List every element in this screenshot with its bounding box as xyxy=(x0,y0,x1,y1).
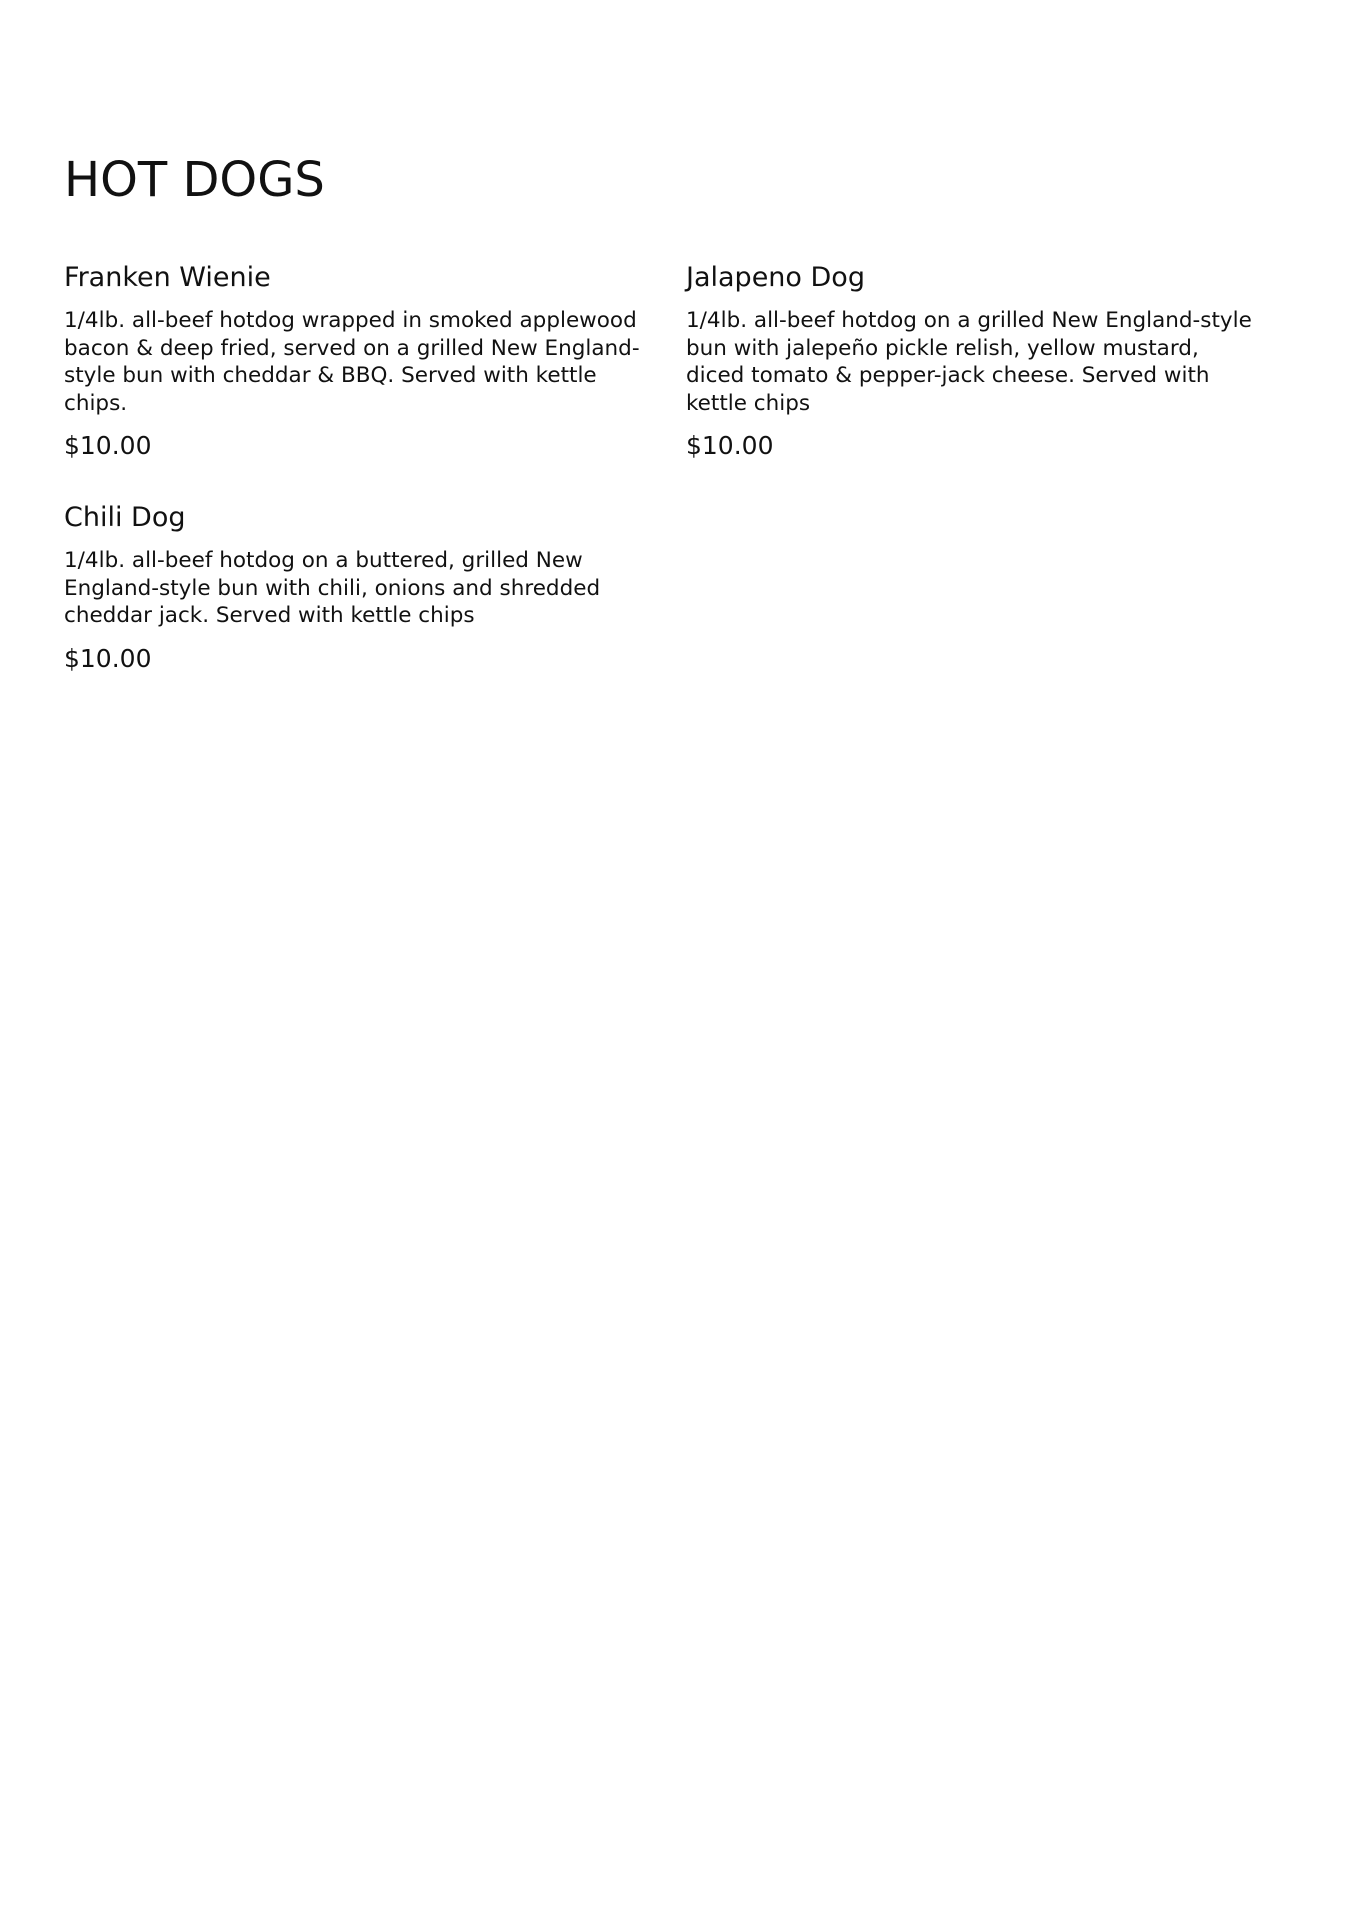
section-title: HOT DOGS xyxy=(64,152,325,208)
menu-item-price: $10.00 xyxy=(686,431,774,460)
menu-item xyxy=(686,261,1276,463)
menu-item-name: Jalapeno Dog xyxy=(686,262,865,293)
menu-item-price: $10.00 xyxy=(64,431,152,460)
menu-item-description: 1/4lb. all-beef hotdog wrapped in smoked applewood bacon & deep fried, served on a grilled New England- style bun with cheddar & BBQ. Served with kettle chips. xyxy=(64,308,640,416)
menu-item xyxy=(64,501,654,676)
menu-item-price: $10.00 xyxy=(64,643,152,673)
menu-item-name: Chili Dog xyxy=(64,502,186,533)
menu-item-name: Franken Wienie xyxy=(64,262,271,293)
menu-item xyxy=(64,261,654,463)
menu-item-description: 1/4lb. all-beef hotdog on a grilled New England-style bun with jalepeño pickle relish, yellow mustard, diced tomato & pepper-jack cheese. Served with kettle chips xyxy=(686,308,1252,416)
menu-item-description: 1/4lb. all-beef hotdog on a buttered, grilled New England-style bun with chili, onions and shredded cheddar jack. Served with kettle chips xyxy=(64,548,601,628)
